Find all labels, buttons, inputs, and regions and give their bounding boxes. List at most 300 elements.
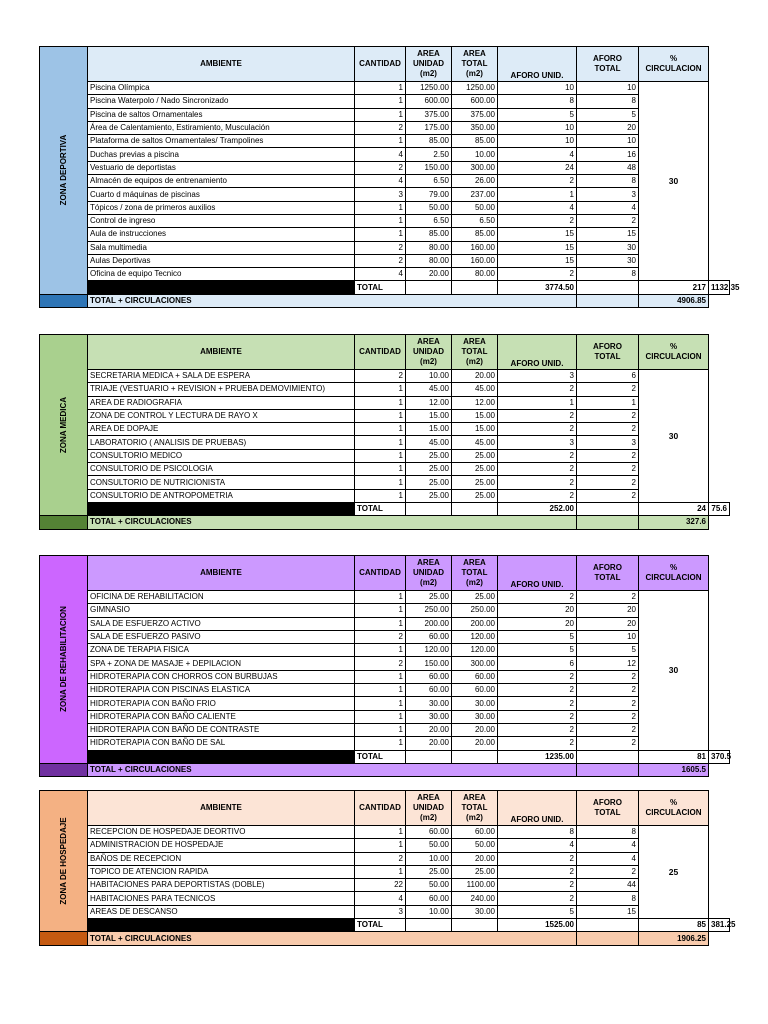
- cell-area-unidad: 80.00: [406, 241, 452, 254]
- grand-total-value: 4906.85: [639, 294, 709, 307]
- cell-aforo-unid: 5: [498, 905, 577, 918]
- table-row: [40, 201, 730, 214]
- cell-cantidad: 4: [355, 175, 406, 188]
- cell-area-unidad: 150.00: [406, 657, 452, 670]
- cell-area-total: 120.00: [452, 644, 498, 657]
- total-label: TOTAL: [355, 502, 406, 515]
- table-row: [40, 865, 730, 878]
- cell-aforo-total: 20: [577, 617, 639, 630]
- cell-aforo-total: 20: [577, 121, 639, 134]
- cell-aforo-total: 4: [577, 852, 639, 865]
- cell-aforo-total: 44: [577, 879, 639, 892]
- cell-ambiente: CONSULTORIO DE NUTRICIONISTA: [88, 476, 355, 489]
- cell-area-total: 6.50: [452, 214, 498, 227]
- zone-label-cell: [40, 47, 88, 295]
- cell-area-total: 160.00: [452, 241, 498, 254]
- zona-rehabilitacion-table: [39, 555, 730, 777]
- total-aforo: 24: [639, 502, 709, 515]
- header-aforo-unid: AFORO UNID.: [498, 47, 577, 82]
- cell-aforo-total: 2: [577, 697, 639, 710]
- cell-cantidad: 1: [355, 449, 406, 462]
- cell-ambiente: HIDROTERAPIA CON CHORROS CON BURBUJAS: [88, 670, 355, 683]
- cell-aforo-unid: 10: [498, 135, 577, 148]
- cell-area-total: 15.00: [452, 423, 498, 436]
- cell-cantidad: 1: [355, 604, 406, 617]
- cell-aforo-total: 2: [577, 865, 639, 878]
- cell-ambiente: Tópicos / zona de primeros auxilios: [88, 201, 355, 214]
- table-row: [40, 148, 730, 161]
- cell-area-unidad: 50.00: [406, 879, 452, 892]
- cell-cantidad: 1: [355, 423, 406, 436]
- cell-ambiente: TRIAJE (VESTUARIO + REVISION + PRUEBA DEMOVIMIENTO): [88, 383, 355, 396]
- cell-aforo-total: 20: [577, 604, 639, 617]
- total-area: 252.00: [498, 502, 577, 515]
- header-area-unidad: AREA UNIDAD (m2): [406, 47, 452, 82]
- cell-area-unidad: 85.00: [406, 135, 452, 148]
- table-row: [40, 591, 730, 604]
- cell-aforo-unid: 2: [498, 383, 577, 396]
- total-area: 3774.50: [498, 281, 577, 294]
- table-row: [40, 879, 730, 892]
- cell-aforo-unid: 2: [498, 670, 577, 683]
- cell-cantidad: 2: [355, 657, 406, 670]
- cell-area-unidad: 10.00: [406, 370, 452, 383]
- table-row: [40, 383, 730, 396]
- table-row: [40, 630, 730, 643]
- header-area-total: AREA TOTAL (m2): [452, 47, 498, 82]
- cell-area-total: 30.00: [452, 697, 498, 710]
- total-marker-cell: [88, 750, 355, 763]
- cell-cantidad: 1: [355, 670, 406, 683]
- cell-cantidad: 1: [355, 95, 406, 108]
- total-label: TOTAL: [355, 281, 406, 294]
- zone-label-cell: [40, 791, 88, 932]
- cell-cantidad: 1: [355, 644, 406, 657]
- cell-ambiente: OFICINA DE REHABILITACION: [88, 591, 355, 604]
- cell-cantidad: 1: [355, 228, 406, 241]
- cell-ambiente: LABORATORIO ( ANALISIS DE PRUEBAS): [88, 436, 355, 449]
- cell-area-unidad: 200.00: [406, 617, 452, 630]
- cell-aforo-unid: 2: [498, 463, 577, 476]
- cell-area-total: 45.00: [452, 383, 498, 396]
- cell-aforo-total: 2: [577, 737, 639, 750]
- table-row: [40, 476, 730, 489]
- table-row: [40, 161, 730, 174]
- table-row: [40, 228, 730, 241]
- total-area: 1525.00: [498, 919, 577, 932]
- table-header: [40, 335, 730, 370]
- grand-total-row: [40, 294, 730, 307]
- cell-area-unidad: 6.50: [406, 214, 452, 227]
- cell-cantidad: 2: [355, 630, 406, 643]
- cell-area-unidad: 60.00: [406, 684, 452, 697]
- header-aforo-total: AFORO TOTAL: [577, 791, 639, 826]
- footer-color-cell: [40, 516, 88, 529]
- table-row: [40, 826, 730, 839]
- cell-ambiente: Sala multimedia: [88, 241, 355, 254]
- cell-aforo-total: 8: [577, 268, 639, 281]
- cell-ambiente: AREAS DE DESCANSO: [88, 905, 355, 918]
- cell-ambiente: AREA DE RADIOGRAFIA: [88, 396, 355, 409]
- cell-cantidad: 2: [355, 852, 406, 865]
- cell-aforo-total: 2: [577, 591, 639, 604]
- cell-aforo-total: 48: [577, 161, 639, 174]
- cell-aforo-unid: 2: [498, 489, 577, 502]
- cell-ambiente: Área de Calentamiento, Estiramiento, Musculación: [88, 121, 355, 134]
- cell-area-total: 20.00: [452, 370, 498, 383]
- cell-area-total: 25.00: [452, 449, 498, 462]
- total-marker-cell: [88, 281, 355, 294]
- header-area-unidad: AREA UNIDAD (m2): [406, 335, 452, 370]
- header-circulacion: % CIRCULACION: [639, 47, 709, 82]
- header-area-total: AREA TOTAL (m2): [452, 556, 498, 591]
- cell-cantidad: 1: [355, 409, 406, 422]
- cell-circulacion: 30: [639, 370, 709, 503]
- cell-area-total: 300.00: [452, 657, 498, 670]
- table-row: [40, 241, 730, 254]
- cell-circulacion: 25: [639, 826, 709, 919]
- cell-circulacion: 30: [639, 591, 709, 751]
- cell-ambiente: Piscina Waterpolo / Nado Sincronizado: [88, 95, 355, 108]
- cell-cantidad: 1: [355, 865, 406, 878]
- table-row: [40, 214, 730, 227]
- cell-area-unidad: 120.00: [406, 644, 452, 657]
- cell-aforo-total: 2: [577, 423, 639, 436]
- cell-aforo-unid: 2: [498, 214, 577, 227]
- cell-area-total: 250.00: [452, 604, 498, 617]
- header-circulacion: % CIRCULACION: [639, 335, 709, 370]
- cell-cantidad: 4: [355, 148, 406, 161]
- cell-area-unidad: 30.00: [406, 697, 452, 710]
- header-cantidad: CANTIDAD: [355, 335, 406, 370]
- cell-aforo-unid: 6: [498, 657, 577, 670]
- cell-area-total: 30.00: [452, 710, 498, 723]
- cell-area-unidad: 50.00: [406, 839, 452, 852]
- cell-aforo-unid: 2: [498, 684, 577, 697]
- total-circulacion: 1132.35: [709, 281, 730, 294]
- total-circulacion: 75.6: [709, 502, 730, 515]
- cell-aforo-unid: 3: [498, 370, 577, 383]
- table-row: [40, 254, 730, 267]
- cell-area-unidad: 45.00: [406, 436, 452, 449]
- zona-deportiva-table: [39, 46, 740, 308]
- cell-aforo-unid: 5: [498, 644, 577, 657]
- cell-cantidad: 2: [355, 161, 406, 174]
- cell-area-total: 237.00: [452, 188, 498, 201]
- cell-aforo-total: 2: [577, 383, 639, 396]
- cell-area-total: 1100.00: [452, 879, 498, 892]
- zone-label: ZONA DE HOSPEDAJE: [58, 817, 68, 905]
- cell-area-total: 80.00: [452, 268, 498, 281]
- cell-aforo-unid: 8: [498, 826, 577, 839]
- table-row: [40, 82, 730, 95]
- cell-area-total: 60.00: [452, 670, 498, 683]
- cell-cantidad: 1: [355, 684, 406, 697]
- cell-aforo-total: 3: [577, 436, 639, 449]
- cell-area-unidad: 85.00: [406, 228, 452, 241]
- cell-ambiente: Vestuario de deportistas: [88, 161, 355, 174]
- cell-cantidad: 1: [355, 383, 406, 396]
- cell-aforo-total: 2: [577, 670, 639, 683]
- cell-cantidad: 1: [355, 396, 406, 409]
- cell-ambiente: ZONA DE TERAPIA FISICA: [88, 644, 355, 657]
- cell-area-unidad: 250.00: [406, 604, 452, 617]
- cell-aforo-unid: 4: [498, 839, 577, 852]
- header-ambiente: AMBIENTE: [88, 335, 355, 370]
- cell-aforo-total: 30: [577, 241, 639, 254]
- cell-area-total: 25.00: [452, 463, 498, 476]
- cell-cantidad: 1: [355, 839, 406, 852]
- cell-area-total: 600.00: [452, 95, 498, 108]
- header-ambiente: AMBIENTE: [88, 556, 355, 591]
- cell-area-total: 20.00: [452, 852, 498, 865]
- cell-aforo-total: 8: [577, 95, 639, 108]
- header-ambiente: AMBIENTE: [88, 791, 355, 826]
- cell-aforo-unid: 2: [498, 697, 577, 710]
- cell-aforo-unid: 15: [498, 228, 577, 241]
- cell-area-total: 25.00: [452, 591, 498, 604]
- cell-aforo-unid: 2: [498, 268, 577, 281]
- cell-circulacion: 30: [639, 82, 709, 281]
- cell-area-total: 50.00: [452, 839, 498, 852]
- cell-aforo-unid: 20: [498, 604, 577, 617]
- table-row: [40, 135, 730, 148]
- cell-aforo-unid: 2: [498, 892, 577, 905]
- total-area: 1235.00: [498, 750, 577, 763]
- cell-aforo-total: 10: [577, 82, 639, 95]
- cell-cantidad: 1: [355, 201, 406, 214]
- cell-area-unidad: 25.00: [406, 463, 452, 476]
- table-row: [40, 188, 730, 201]
- total-row: [40, 502, 730, 515]
- cell-area-unidad: 6.50: [406, 175, 452, 188]
- cell-aforo-unid: 2: [498, 723, 577, 736]
- cell-aforo-unid: 24: [498, 161, 577, 174]
- cell-cantidad: 1: [355, 826, 406, 839]
- cell-area-unidad: 1250.00: [406, 82, 452, 95]
- cell-ambiente: Oficina de equipo Tecnico: [88, 268, 355, 281]
- cell-ambiente: CONSULTORIO DE PSICOLOGIA: [88, 463, 355, 476]
- header-aforo-total: AFORO TOTAL: [577, 556, 639, 591]
- cell-cantidad: 1: [355, 108, 406, 121]
- zone-label-cell: [40, 335, 88, 516]
- table-header: [40, 47, 730, 82]
- cell-aforo-unid: 3: [498, 436, 577, 449]
- grand-total-value: 1906.25: [639, 932, 709, 945]
- cell-cantidad: 2: [355, 254, 406, 267]
- zone-label: ZONA MEDICA: [58, 397, 68, 454]
- cell-area-unidad: 45.00: [406, 383, 452, 396]
- cell-area-total: 200.00: [452, 617, 498, 630]
- cell-aforo-total: 2: [577, 710, 639, 723]
- cell-ambiente: HABITACIONES PARA DEPORTISTAS (DOBLE): [88, 879, 355, 892]
- cell-area-total: 25.00: [452, 489, 498, 502]
- cell-aforo-total: 8: [577, 892, 639, 905]
- cell-area-unidad: 20.00: [406, 268, 452, 281]
- cell-aforo-unid: 2: [498, 423, 577, 436]
- cell-area-unidad: 10.00: [406, 852, 452, 865]
- cell-cantidad: 1: [355, 436, 406, 449]
- cell-aforo-unid: 2: [498, 449, 577, 462]
- cell-ambiente: TOPICO DE ATENCION RAPIDA: [88, 865, 355, 878]
- table-row: [40, 121, 730, 134]
- grand-total-label: TOTAL + CIRCULACIONES: [88, 763, 577, 776]
- cell-aforo-unid: 4: [498, 201, 577, 214]
- cell-area-total: 25.00: [452, 865, 498, 878]
- cell-ambiente: Aula de instrucciones: [88, 228, 355, 241]
- cell-area-unidad: 25.00: [406, 591, 452, 604]
- table-row: [40, 463, 730, 476]
- cell-area-unidad: 30.00: [406, 710, 452, 723]
- footer-color-cell: [40, 294, 88, 307]
- cell-aforo-total: 8: [577, 826, 639, 839]
- cell-aforo-unid: 2: [498, 710, 577, 723]
- cell-ambiente: CONSULTORIO DE ANTROPOMETRIA: [88, 489, 355, 502]
- table-row: [40, 892, 730, 905]
- total-aforo: 217: [639, 281, 709, 294]
- table-row: [40, 644, 730, 657]
- cell-aforo-total: 1: [577, 396, 639, 409]
- grand-total-row: [40, 516, 730, 529]
- zone-label-cell: [40, 556, 88, 764]
- cell-ambiente: Cuarto d máquinas de piscinas: [88, 188, 355, 201]
- cell-area-total: 160.00: [452, 254, 498, 267]
- cell-aforo-total: 15: [577, 905, 639, 918]
- cell-aforo-unid: 10: [498, 82, 577, 95]
- header-area-unidad: AREA UNIDAD (m2): [406, 791, 452, 826]
- cell-ambiente: RECEPCION DE HOSPEDAJE DEORTIVO: [88, 826, 355, 839]
- total-aforo: 81: [639, 750, 709, 763]
- table-row: [40, 108, 730, 121]
- table-row: [40, 905, 730, 918]
- zone-label: ZONA DEPORTIVA: [58, 135, 68, 206]
- cell-aforo-unid: 15: [498, 241, 577, 254]
- cell-aforo-unid: 2: [498, 737, 577, 750]
- cell-area-total: 30.00: [452, 905, 498, 918]
- cell-cantidad: 1: [355, 723, 406, 736]
- cell-ambiente: Aulas Deportivas: [88, 254, 355, 267]
- cell-cantidad: 2: [355, 241, 406, 254]
- grand-total-value: 327.6: [639, 516, 709, 529]
- total-row: [40, 281, 730, 294]
- cell-area-unidad: 25.00: [406, 449, 452, 462]
- cell-ambiente: Plataforma de saltos Ornamentales/ Trampolines: [88, 135, 355, 148]
- cell-area-unidad: 80.00: [406, 254, 452, 267]
- cell-aforo-unid: 20: [498, 617, 577, 630]
- cell-area-unidad: 150.00: [406, 161, 452, 174]
- table-row: [40, 423, 730, 436]
- header-aforo-unid: AFORO UNID.: [498, 335, 577, 370]
- cell-ambiente: SALA DE ESFUERZO ACTIVO: [88, 617, 355, 630]
- cell-aforo-total: 5: [577, 108, 639, 121]
- cell-area-unidad: 25.00: [406, 865, 452, 878]
- grand-total-row: [40, 932, 730, 945]
- cell-ambiente: HIDROTERAPIA CON BAÑO DE CONTRASTE: [88, 723, 355, 736]
- table-row: [40, 723, 730, 736]
- total-row: [40, 919, 730, 932]
- cell-area-total: 60.00: [452, 826, 498, 839]
- cell-aforo-total: 8: [577, 175, 639, 188]
- cell-ambiente: Piscina de saltos Ornamentales: [88, 108, 355, 121]
- cell-aforo-total: 10: [577, 135, 639, 148]
- table-row: [40, 839, 730, 852]
- header-aforo-total: AFORO TOTAL: [577, 335, 639, 370]
- cell-area-unidad: 50.00: [406, 201, 452, 214]
- cell-aforo-total: 30: [577, 254, 639, 267]
- cell-area-total: 1250.00: [452, 82, 498, 95]
- cell-aforo-unid: 2: [498, 591, 577, 604]
- zona-medica-table: [39, 334, 730, 530]
- cell-area-unidad: 25.00: [406, 476, 452, 489]
- cell-area-unidad: 15.00: [406, 409, 452, 422]
- header-cantidad: CANTIDAD: [355, 791, 406, 826]
- cell-area-total: 15.00: [452, 409, 498, 422]
- cell-area-unidad: 60.00: [406, 826, 452, 839]
- table-row: [40, 370, 730, 383]
- cell-ambiente: HIDROTERAPIA CON BAÑO CALIENTE: [88, 710, 355, 723]
- cell-aforo-total: 6: [577, 370, 639, 383]
- cell-aforo-total: 2: [577, 214, 639, 227]
- cell-area-total: 375.00: [452, 108, 498, 121]
- cell-aforo-unid: 2: [498, 409, 577, 422]
- cell-area-total: 240.00: [452, 892, 498, 905]
- grand-total-label: TOTAL + CIRCULACIONES: [88, 516, 577, 529]
- cell-ambiente: SALA DE ESFUERZO PASIVO: [88, 630, 355, 643]
- cell-ambiente: ZONA DE CONTROL Y LECTURA DE RAYO X: [88, 409, 355, 422]
- cell-aforo-total: 5: [577, 644, 639, 657]
- cell-ambiente: CONSULTORIO MEDICO: [88, 449, 355, 462]
- grand-total-label: TOTAL + CIRCULACIONES: [88, 294, 577, 307]
- cell-area-unidad: 20.00: [406, 737, 452, 750]
- cell-area-total: 26.00: [452, 175, 498, 188]
- total-circulacion: 370.5: [709, 750, 730, 763]
- cell-area-unidad: 175.00: [406, 121, 452, 134]
- header-area-total: AREA TOTAL (m2): [452, 791, 498, 826]
- cell-area-total: 350.00: [452, 121, 498, 134]
- footer-color-cell: [40, 932, 88, 945]
- cell-aforo-unid: 5: [498, 630, 577, 643]
- cell-ambiente: Duchas previas a piscina: [88, 148, 355, 161]
- cell-area-unidad: 600.00: [406, 95, 452, 108]
- cell-ambiente: HIDROTERAPIA CON PISCINAS ELASTICA: [88, 684, 355, 697]
- cell-aforo-total: 15: [577, 228, 639, 241]
- table-row: [40, 436, 730, 449]
- cell-area-total: 25.00: [452, 476, 498, 489]
- cell-cantidad: 1: [355, 737, 406, 750]
- cell-area-total: 120.00: [452, 630, 498, 643]
- footer-color-cell: [40, 763, 88, 776]
- cell-aforo-total: 4: [577, 839, 639, 852]
- cell-cantidad: 1: [355, 82, 406, 95]
- cell-area-unidad: 60.00: [406, 670, 452, 683]
- cell-cantidad: 22: [355, 879, 406, 892]
- cell-aforo-total: 2: [577, 489, 639, 502]
- cell-aforo-total: 2: [577, 684, 639, 697]
- cell-cantidad: 1: [355, 463, 406, 476]
- cell-ambiente: SPA + ZONA DE MASAJE + DEPILACION: [88, 657, 355, 670]
- cell-ambiente: Piscina Olímpica: [88, 82, 355, 95]
- table-row: [40, 95, 730, 108]
- cell-aforo-total: 12: [577, 657, 639, 670]
- table-row: [40, 657, 730, 670]
- cell-area-total: 20.00: [452, 723, 498, 736]
- cell-aforo-unid: 15: [498, 254, 577, 267]
- cell-cantidad: 2: [355, 121, 406, 134]
- cell-aforo-unid: 2: [498, 476, 577, 489]
- cell-cantidad: 1: [355, 476, 406, 489]
- header-area-unidad: AREA UNIDAD (m2): [406, 556, 452, 591]
- table-row: [40, 268, 730, 281]
